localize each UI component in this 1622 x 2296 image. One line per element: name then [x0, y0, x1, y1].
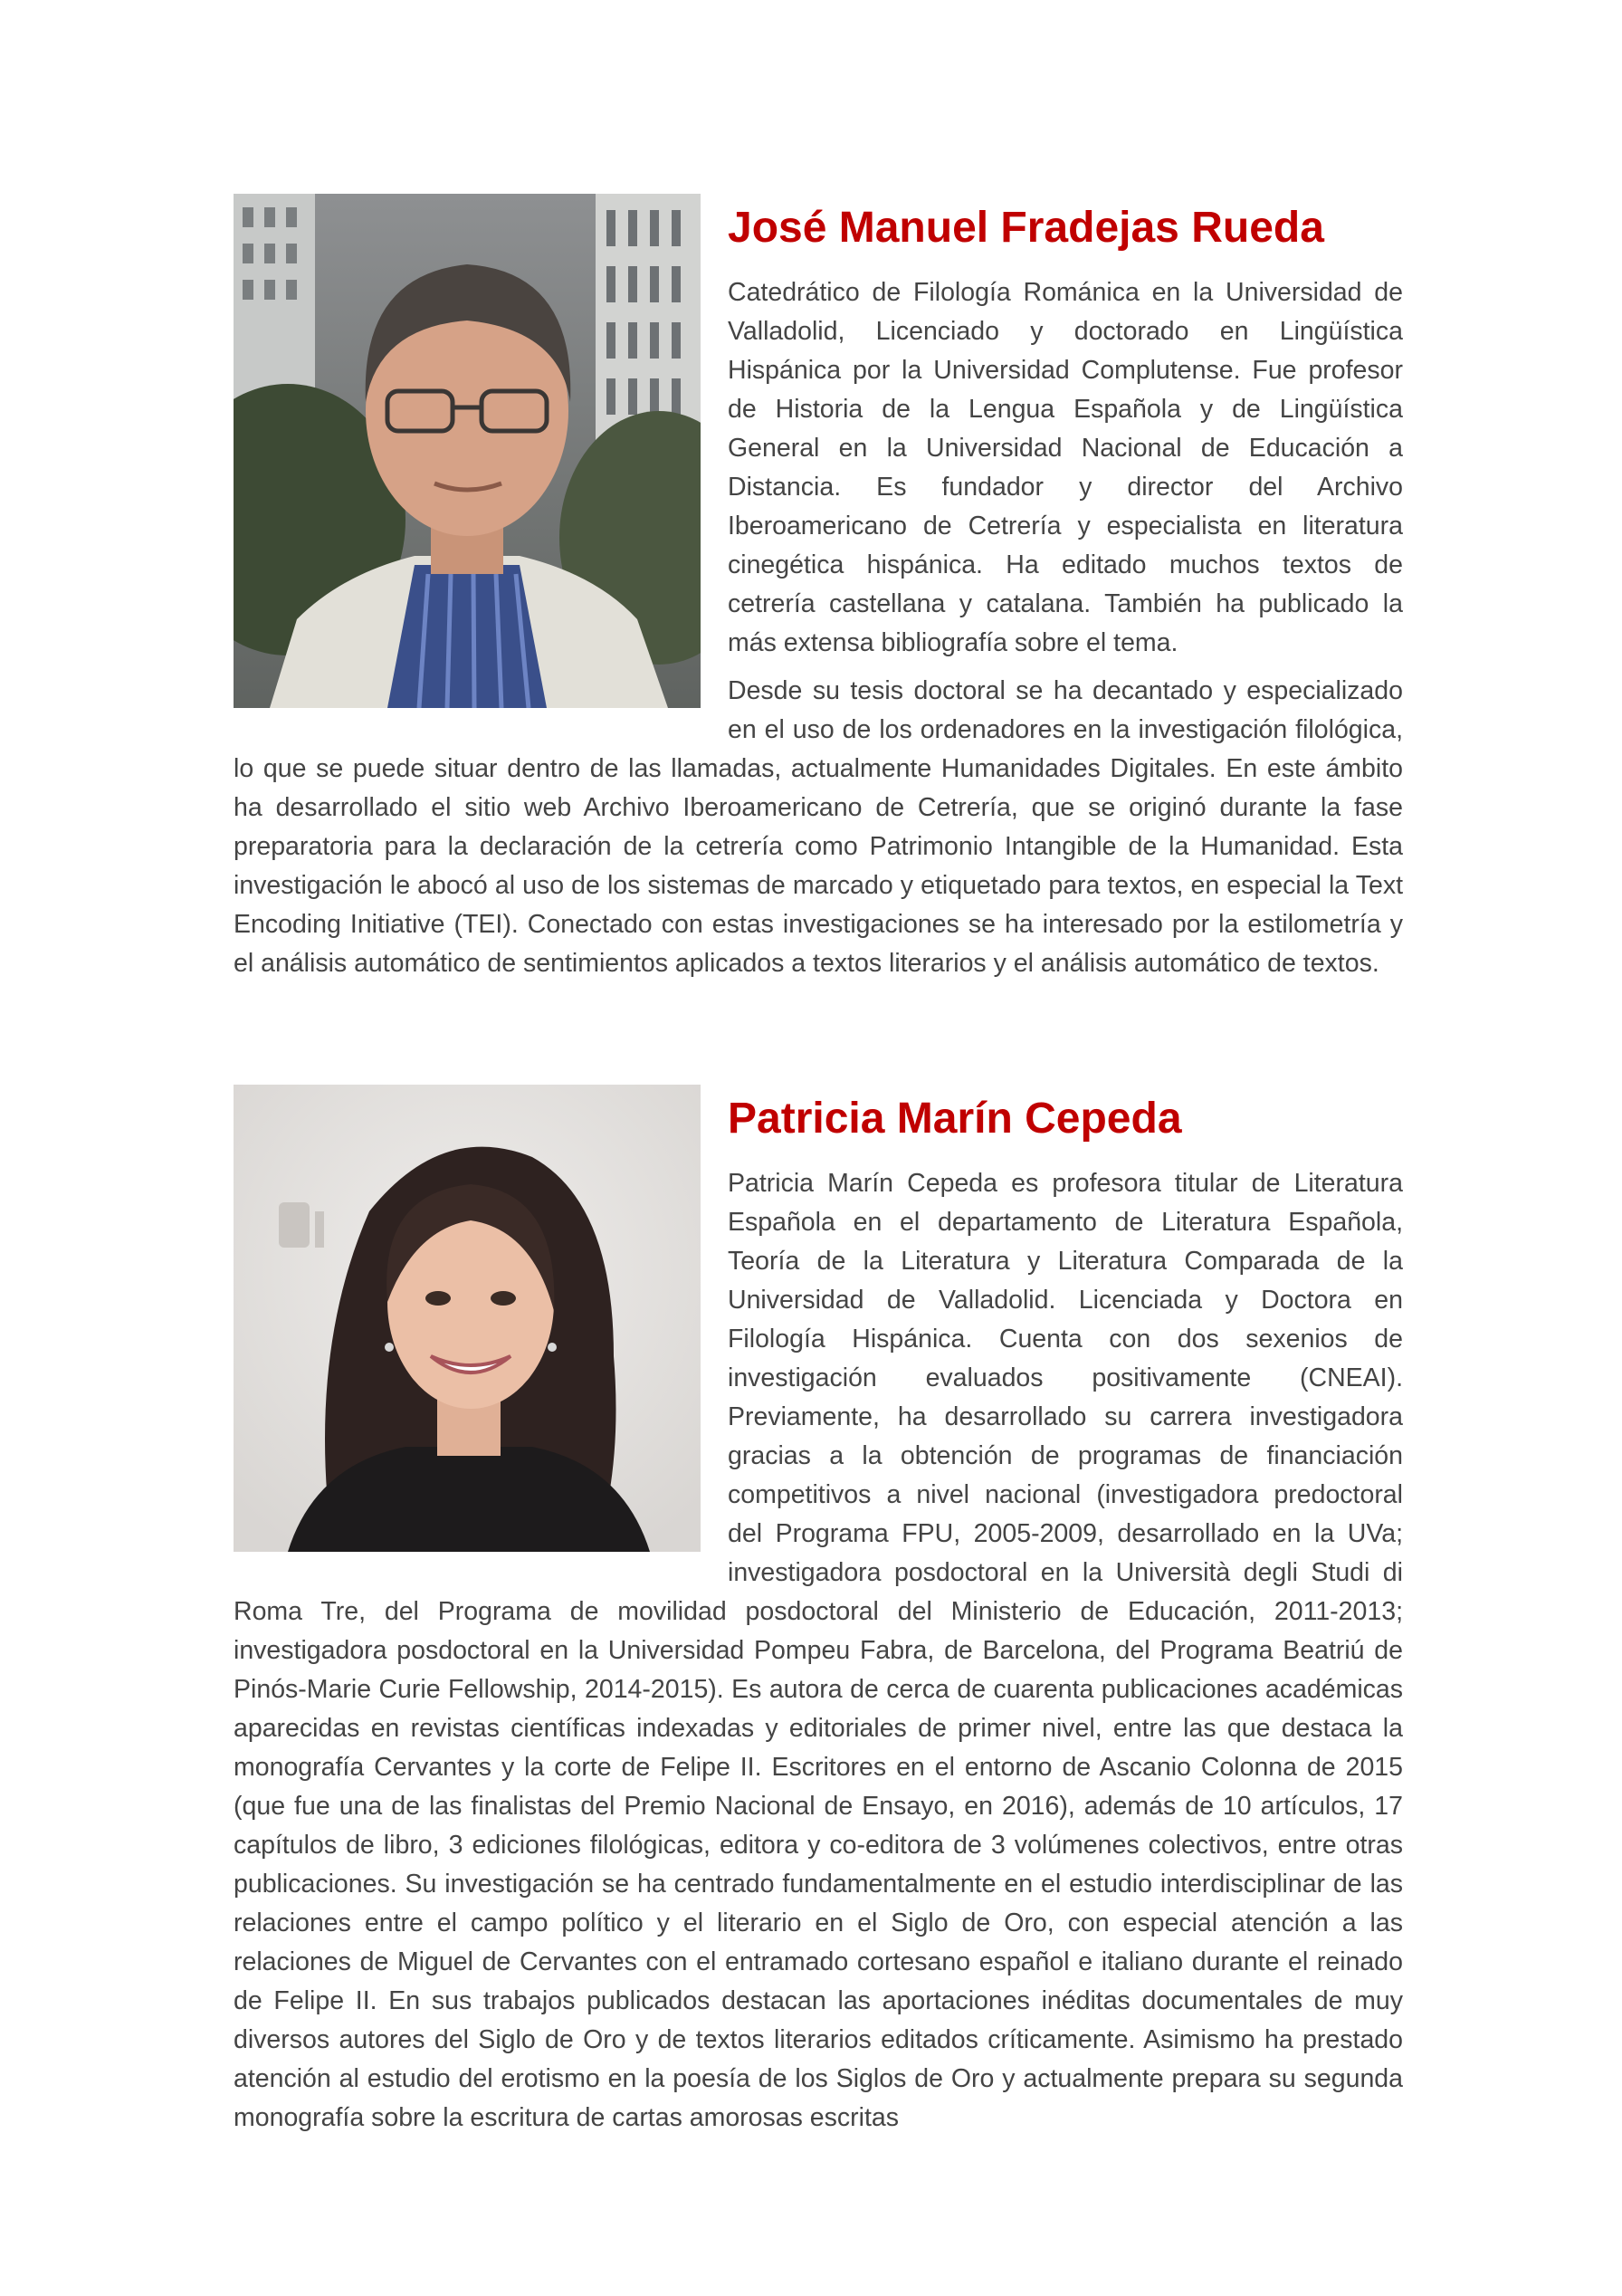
portrait-photo-icon — [234, 194, 701, 708]
portrait-photo-icon — [234, 194, 701, 708]
profile-jose-manuel-fradejas-rueda — [234, 194, 1403, 992]
profile-name: Patricia Marín Cepeda — [728, 1095, 1182, 1143]
profile-patricia-marin-cepeda — [234, 1085, 1403, 2147]
profile-name: José Manuel Fradejas Rueda — [728, 204, 1324, 252]
bio-paragraph: Catedrático de Filología Románica en la Universidad de Valladolid, Licenciado y doctorado en Lingüística Hispánica por la Universidad Complutense. Fue profesor de Historia de la Lengua Española y de Lingüística General en la Universidad Nacional de Educación a Distancia. Es fundador y director del Archivo Iberoamericano de Cetrería y especialista en literatura cinegética hispánica. Ha editado muchos textos de cetrería castellana y catalana. También ha publicado la más extensa bibliografía sobre el tema. — [728, 278, 1403, 657]
portrait-photo-icon — [234, 1085, 701, 1552]
portrait-photo-icon — [234, 1085, 701, 1552]
bio-paragraph: Desde su tesis doctoral se ha decantado y especializado en el uso de los ordenadores en la investigación filológica, lo que se puede situar dentro de las llamadas, actualmente Humanidades Digitales. En este ámbito ha desarrollado el sitio web Archivo Iberoamericano de Cetrería, que se originó durante la fase preparatoria para la declaración de la cetrería como Patrimonio Intangible de la Humanidad. Esta investigación le abocó al uso de los sistemas de marcado y etiquetado para textos, en especial la Text Encoding Initiative (TEI). Conectado con estas investigaciones se ha interesado por la estilometría y el análisis automático de sentimientos aplicados a textos literarios y el análisis automático de textos. — [234, 676, 1403, 978]
bio-paragraph: Patricia Marín Cepeda es profesora titular de Literatura Española en el departamento de Literatura Española, Teoría de la Literatura y Literatura Comparada de la Universidad de Valladolid. Licenciada y Doctora en Filología Hispánica. Cuenta con dos sexenios de investigación evaluados positivamente (CNEAI). Previamente, ha desarrollado su carrera investigadora gracias a la obtención de programas de financiación competitivos a nivel nacional (investigadora predoctoral del Programa FPU, 2005-2009, desarrollado en la UVa; investigadora posdoctoral en la Università degli Studi di Roma Tre, del Programa de movilidad posdoctoral del Ministerio de Educación, 2011-2013; investigadora posdoctoral en la Universidad Pompeu Fabra, de Barcelona, del Programa Beatriú de Pinós-Marie Curie Fellowship, 2014-2015). Es autora de cerca de cuarenta publicaciones académicas aparecidas en revistas científicas indexadas y editoriales de primer nivel, entre las que destaca la monografía Cervantes y la corte de Felipe II. Escritores en el entorno de Ascanio Colonna de 2015 (que fue una de las finalistas del Premio Nacional de Ensayo, en 2016), además de 10 artículos, 17 capítulos de libro, 3 ediciones filológicas, editora y co-editora de 3 volúmenes colectivos, entre otras publicaciones. Su investigación se ha centrado fundamentalmente en el estudio interdisciplinar de las relaciones entre el campo político y el literario en el Siglo de Oro, con especial atención a las relaciones de Miguel de Cervantes con el entramado cortesano español e italiano durante el reinado de Felipe II. En sus trabajos publicados destacan las aportaciones inéditas documentales de muy diversos autores del Siglo de Oro y de textos literarios editados críticamente. Asimismo ha prestado atención al estudio del erotismo en la poesía de los Siglos de Oro y actualmente prepara su segunda monografía sobre la escritura de cartas amorosas escritas — [234, 1169, 1403, 2132]
